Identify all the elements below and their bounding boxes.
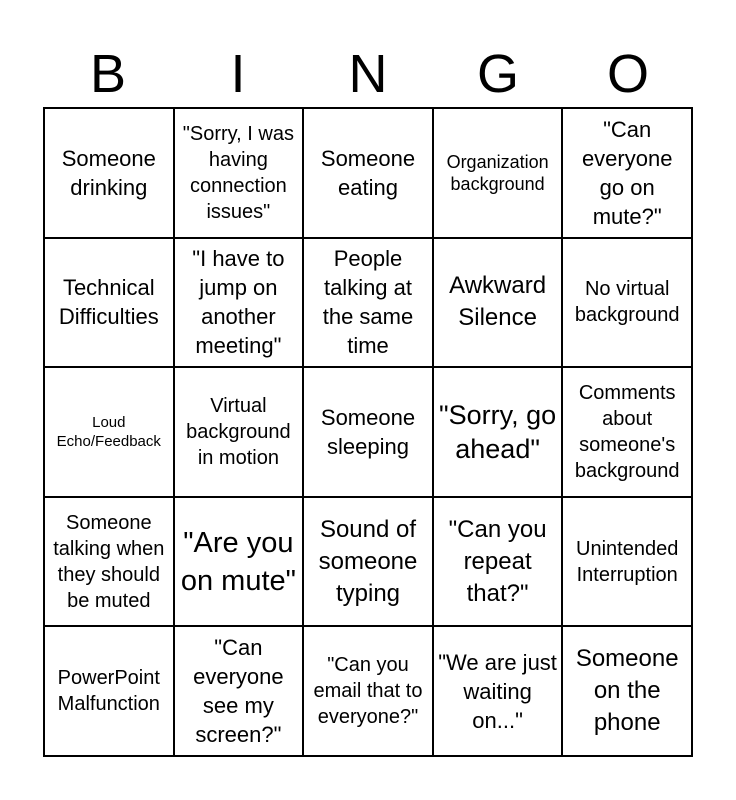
cell-text: Someone eating	[320, 145, 416, 200]
cell-text: "Can you repeat that?"	[448, 515, 547, 607]
bingo-cell[interactable]	[44, 497, 174, 627]
bingo-cell[interactable]	[562, 108, 692, 238]
header-letter-g: G	[476, 44, 519, 104]
bingo-cell[interactable]	[303, 367, 433, 497]
bingo-cell[interactable]	[562, 367, 692, 497]
cell-text: No virtual background	[574, 278, 680, 327]
cell-text: "Can everyone go on mute?"	[581, 116, 673, 229]
bingo-cell[interactable]	[433, 238, 563, 368]
bingo-cell[interactable]	[303, 238, 433, 368]
bingo-cell[interactable]	[44, 108, 174, 238]
cell-text: "We are just waiting on..."	[438, 649, 557, 733]
cell-text: Someone talking when they should be muted	[53, 511, 165, 612]
cell-text: Sound of someone typing	[318, 515, 418, 607]
cell-text: Someone sleeping	[320, 404, 416, 459]
cell-text: "Can everyone see my screen?"	[193, 635, 284, 748]
bingo-cell[interactable]	[433, 497, 563, 627]
bingo-cell[interactable]	[433, 367, 563, 497]
cell-text: Organization background	[446, 151, 549, 194]
cell-text: "Can you email that to everyone?"	[313, 654, 423, 729]
bingo-cell[interactable]	[174, 108, 304, 238]
bingo-cell[interactable]	[174, 238, 304, 368]
cell-text: "Sorry, I was having connection issues"	[182, 122, 294, 223]
bingo-cell[interactable]	[44, 367, 174, 497]
bingo-cell[interactable]	[562, 497, 692, 627]
cell-text: Someone drinking	[61, 145, 156, 200]
header-letter-b: B	[89, 44, 127, 104]
bingo-cell[interactable]	[562, 238, 692, 368]
bingo-cell[interactable]	[303, 497, 433, 627]
bingo-cell[interactable]	[303, 108, 433, 238]
header-letter-i: I	[230, 44, 246, 104]
bingo-cell[interactable]	[44, 238, 174, 368]
cell-text: Comments about someone's background	[574, 381, 680, 482]
cell-text: Someone on the phone	[575, 645, 679, 737]
bingo-cell[interactable]	[433, 108, 563, 238]
cell-text: "I have to jump on another meeting"	[192, 246, 285, 359]
cell-text: Loud Echo/Feedback	[56, 413, 161, 450]
cell-text: "Are you on mute"	[180, 526, 296, 597]
bingo-grid	[43, 107, 693, 757]
bingo-cell[interactable]	[174, 367, 304, 497]
header-letter-o: O	[606, 44, 649, 104]
bingo-cell[interactable]	[433, 626, 563, 756]
bingo-header	[43, 40, 693, 108]
bingo-cell[interactable]	[174, 497, 304, 627]
bingo-cell[interactable]	[44, 626, 174, 756]
cell-text: Technical Difficulties	[58, 275, 159, 330]
cell-text: Awkward Silence	[449, 272, 547, 332]
bingo-cell[interactable]	[174, 626, 304, 756]
header-letter-n: N	[348, 44, 388, 104]
cell-text: People talking at the same time	[322, 246, 414, 359]
cell-text: "Sorry, go ahead"	[439, 399, 557, 464]
bingo-cell[interactable]	[562, 626, 692, 756]
cell-text: PowerPoint Malfunction	[57, 667, 160, 716]
bingo-cell[interactable]	[303, 626, 433, 756]
cell-text: Virtual background in motion	[186, 394, 291, 469]
cell-text: Unintended Interruption	[576, 537, 679, 586]
